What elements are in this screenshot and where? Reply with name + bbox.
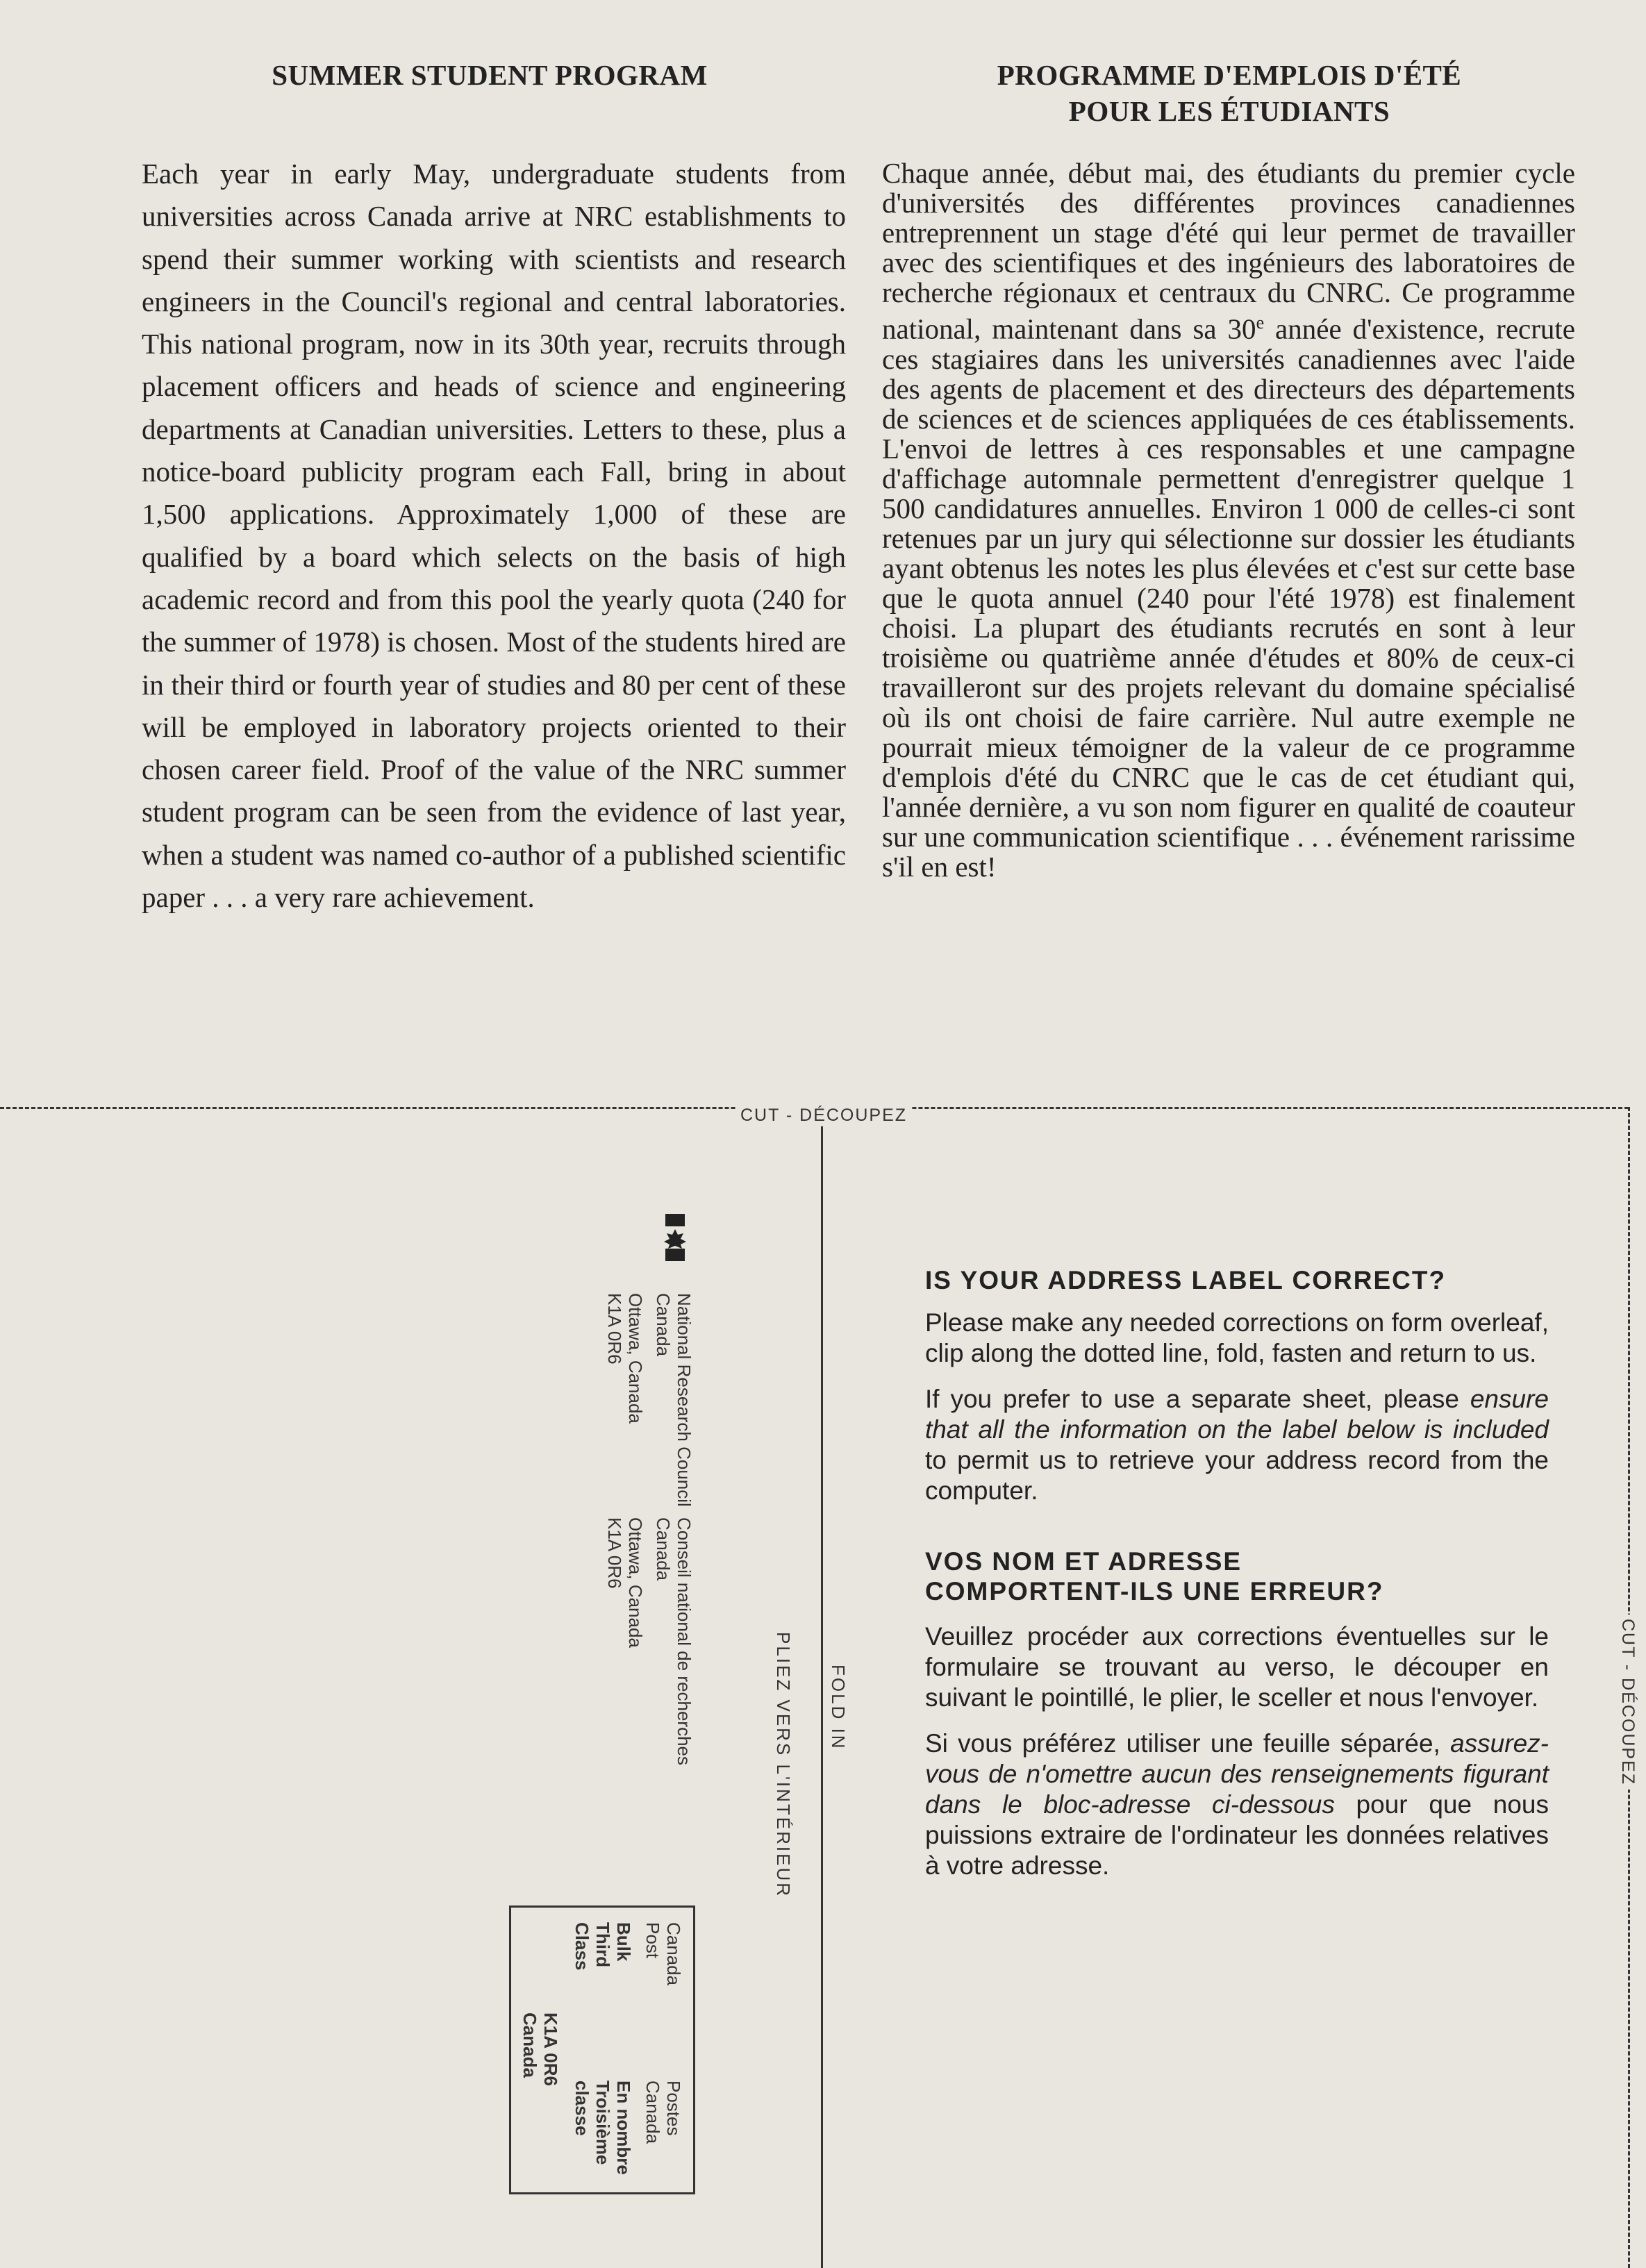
english-body: Each year in early May, undergraduate students from universities across Canada arrive at NRC establishments to spend their summer working with scientists and research engineers in the Council's regional and central laboratories. This national program, now in its 30th year, recruits through placement officers and heads of science and engineering departments at Canadian universities. Letters to these, plus a notice-board publicity program each Fall, bring in about 1,500 applications. Approximately 1,000 of these are qualified by a board which selects on the basis of high academic record and from this pool the yearly quota (240 for the summer of 1978) is chosen. Most of the students hired are in their third or fourth year of studies and 80 per cent of these will be employed in laboratory projects oriented to their chosen career field. Proof of the value of the NRC summer student program can be seen from the evidence of last year, when a student was named co-author of a published scientific paper . . . a very rare achievement. [142,158,846,914]
postage-bulk: Bulk [613,1922,634,1962]
sender-en-line3: Ottawa, Canada [625,1293,646,1424]
card-para-french-2: Si vous préférez utiliser une feuille séparée, assurez-vous de n'omettre aucun des renseignements figurant dans le bloc-adresse ci-dessous pour que nous puissions extraire de l'ordinateur les données relatives à votre adresse. [925,1729,1549,1880]
postage-code: K1A 0R6 [540,2012,561,2086]
sender-fr-line4: K1A 0R6 [604,1517,625,1589]
sender-address-french [604,1517,695,1765]
sender-fr-line1: Conseil national de recherches [674,1517,695,1765]
postage-code-block [519,2012,561,2086]
pliez-label: PLIEZ VERS L'INTÉRIEUR [773,1632,794,1899]
card-para-english-2: If you prefer to use a separate sheet, please ensure that all the information on the label below is included to permit us to retrieve your address record from the computer. [925,1385,1549,1505]
postage-canada: Canada [663,1922,684,1986]
canada-flag-icon [661,1214,689,1261]
card-para-english-1: Please make any needed corrections on form overleaf, clip along the dotted line, fold, fasten and return to us. [925,1308,1549,1367]
postage-en-nombre: En nombre [613,2081,634,2175]
french-body: Chaque année, début mai, des étudiants du premier cycle d'universités des différentes provinces canadiennes entreprennent un stage d'été qui leur permet de travailler avec des scientifiques et des ingénieurs des laboratoires de recherche régionaux et centraux du CNRC. Ce programme national, maintenant dans sa 30e année d'existence, recrute ces stagiaires dans les universités canadiennes avec l'aide des agents de placement et des directeurs des départements de sciences et de sciences appliquées de ces établissements. L'envoi de lettres à ces responsables et une campagne d'affichage automnale permettent d'enregistrer quelque 1 500 candidatures annuelles. Environ 1 000 de celles-ci sont retenues par un jury qui sélectionne sur dossier les étudiants ayant obtenus les notes les plus élevées et c'est sur cette base que le quota annuel (240 pour l'été 1978) est finalement choisi. La plupart des étudiants recrutés en sont à leur troisième ou quatrième année d'études et 80% de ceux-ci travailleront sur des projets relevant du domaine spécialisé où ils ont choisi de faire carrière. Nul autre exemple ne pourrait mieux témoigner de la valeur de ce programme d'emplois d'été du CNRC que le cas de cet étudiant qui, l'année dernière, a vu son nom figurer en qualité de coauteur sur une communication scientifique . . . événement rarissime s'il en est! [882,157,1575,883]
sender-en-line2: Canada [653,1293,674,1357]
postage-french [572,2081,684,2175]
fold-line [821,1126,823,2268]
cut-label-right: CUT - DÉCOUPEZ [1618,1615,1638,1790]
sender-en-line1: National Research Council [674,1293,695,1507]
sender-en-line4: K1A 0R6 [604,1293,625,1365]
cut-label-top: CUT - DÉCOUPEZ [736,1106,911,1126]
card-heading-french: VOS NOM ET ADRESSE COMPORTENT-ILS UNE ERREUR? [925,1547,1384,1606]
card-heading-english: IS YOUR ADDRESS LABEL CORRECT? [925,1266,1447,1294]
address-card [925,1265,1549,1881]
postage-third: Third [592,1922,613,1967]
fold-in-label: FOLD IN [828,1665,849,1751]
postage-class: Class [572,1922,592,1971]
card-para-french-1: Veuillez procéder aux corrections éventuelles sur le formulaire se trouvant au verso, le découper en suivant le pointillé, le plier, le sceller et nous l'envoyer. [925,1622,1549,1712]
sender-address-english [604,1293,695,1507]
sender-fr-line3: Ottawa, Canada [625,1517,646,1648]
postage-post: Post [642,1922,663,1959]
postage-country: Canada [519,2012,540,2078]
sender-fr-line2: Canada [653,1517,674,1581]
postage-english [572,1922,684,1985]
french-title: PROGRAMME D'EMPLOIS D'ÉTÉ POUR LES ÉTUDIANTS [997,59,1462,127]
postage-postes: Postes [663,2081,684,2136]
postage-canada-fr: Canada [642,2081,663,2144]
postage-troisieme: Troisième [592,2081,613,2165]
english-title: SUMMER STUDENT PROGRAM [272,59,708,91]
postage-classe: classe [572,2081,592,2136]
